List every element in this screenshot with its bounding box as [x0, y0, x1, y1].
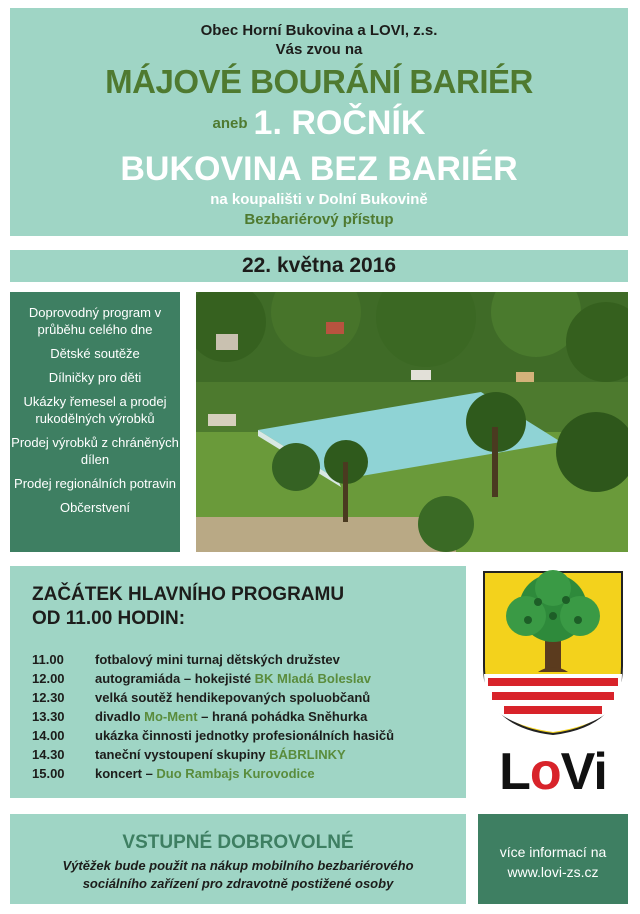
event-subtitle-line [10, 104, 628, 143]
logo-area [478, 566, 628, 802]
access-note: Bezbariérový přístup [244, 211, 394, 228]
side-item: Prodej regionálních potravin [14, 476, 176, 491]
program-text: fotbalový mini turnaj dětských družstev [95, 652, 340, 667]
proceeds-note: Výtěžek bude použit na nákup mobilního bezbariérového [62, 858, 414, 873]
logo-letter: Vi [560, 743, 607, 801]
lovi-logo [478, 742, 628, 802]
program-row [32, 650, 462, 669]
program-text: divadlo [95, 709, 145, 724]
side-item: Doprovodný program v průběhu celého dne [28, 305, 162, 337]
side-activities [10, 292, 180, 552]
program-time: 15.00 [32, 766, 65, 781]
program-row [32, 688, 462, 707]
main-program [10, 566, 466, 798]
program-text: koncert – [95, 766, 157, 781]
program-row [32, 745, 462, 764]
program-text-after: – hraná pohádka Sněhurka [197, 709, 368, 724]
info-panel [478, 814, 628, 904]
edition: 1. ROČNÍK [253, 104, 426, 142]
event-date: 22. května 2016 [10, 250, 628, 282]
invite-line: Vás zvou na [275, 41, 363, 58]
program-highlight: Duo Rambajs Kurovodice [156, 766, 315, 781]
program-row [32, 726, 462, 745]
program-start: OD 11.00 HODIN: [32, 608, 186, 629]
side-item: Dětské soutěže [50, 346, 140, 361]
program-row [32, 707, 462, 726]
program-list [32, 650, 462, 783]
venue: na koupališti v Dolní Bukovině [210, 191, 428, 208]
program-highlight: BK Mladá Boleslav [254, 671, 371, 686]
organizers: Obec Horní Bukovina a LOVI, z.s. [200, 22, 438, 39]
program-time: 13.30 [32, 709, 65, 724]
program-highlight: Mo-Ment [144, 709, 198, 724]
side-item: Ukázky řemesel a prodej rukodělných výrobků [23, 394, 167, 426]
side-item: Dílničky pro děti [48, 370, 142, 385]
program-time: 12.00 [32, 671, 65, 686]
program-time: 14.30 [32, 747, 65, 762]
entry-fee: VSTUPNÉ DOBROVOLNÉ [122, 832, 354, 853]
footer-panel [10, 814, 466, 904]
program-text: taneční vystoupení skupiny [95, 747, 270, 762]
program-text: ukázka činnosti jednotky profesionálních hasičů [95, 728, 395, 743]
website-link[interactable]: www.lovi-zs.cz [507, 864, 599, 880]
program-heading: ZAČÁTEK HLAVNÍHO PROGRAMU [32, 584, 345, 605]
pool-photo [196, 292, 628, 552]
side-item: Občerstvení [59, 500, 131, 515]
program-time: 12.30 [32, 690, 65, 705]
program-time: 14.00 [32, 728, 65, 743]
program-text: velká soutěž hendikepovaných spoluobčanů [95, 690, 371, 705]
coat-of-arms-icon [478, 566, 628, 736]
side-item: Prodej výrobků z chráněných dílen [11, 435, 179, 467]
program-row [32, 764, 462, 783]
proceeds-note-2: sociálního zařízení pro zdravotně postižené osoby [82, 876, 394, 891]
aneb-word: aneb [212, 115, 248, 132]
event-subtitle: BUKOVINA BEZ BARIÉR [120, 150, 518, 188]
program-text: autogramiáda – hokejisté [95, 671, 255, 686]
logo-letter: L [499, 743, 530, 801]
event-title: MÁJOVÉ BOURÁNÍ BARIÉR [105, 63, 533, 100]
logo-letter: o [529, 743, 561, 801]
program-time: 11.00 [32, 652, 64, 667]
program-row [32, 669, 462, 688]
info-label: více informací na [499, 844, 607, 860]
program-highlight: BÁBRLINKY [269, 747, 346, 762]
header-panel [10, 8, 628, 236]
